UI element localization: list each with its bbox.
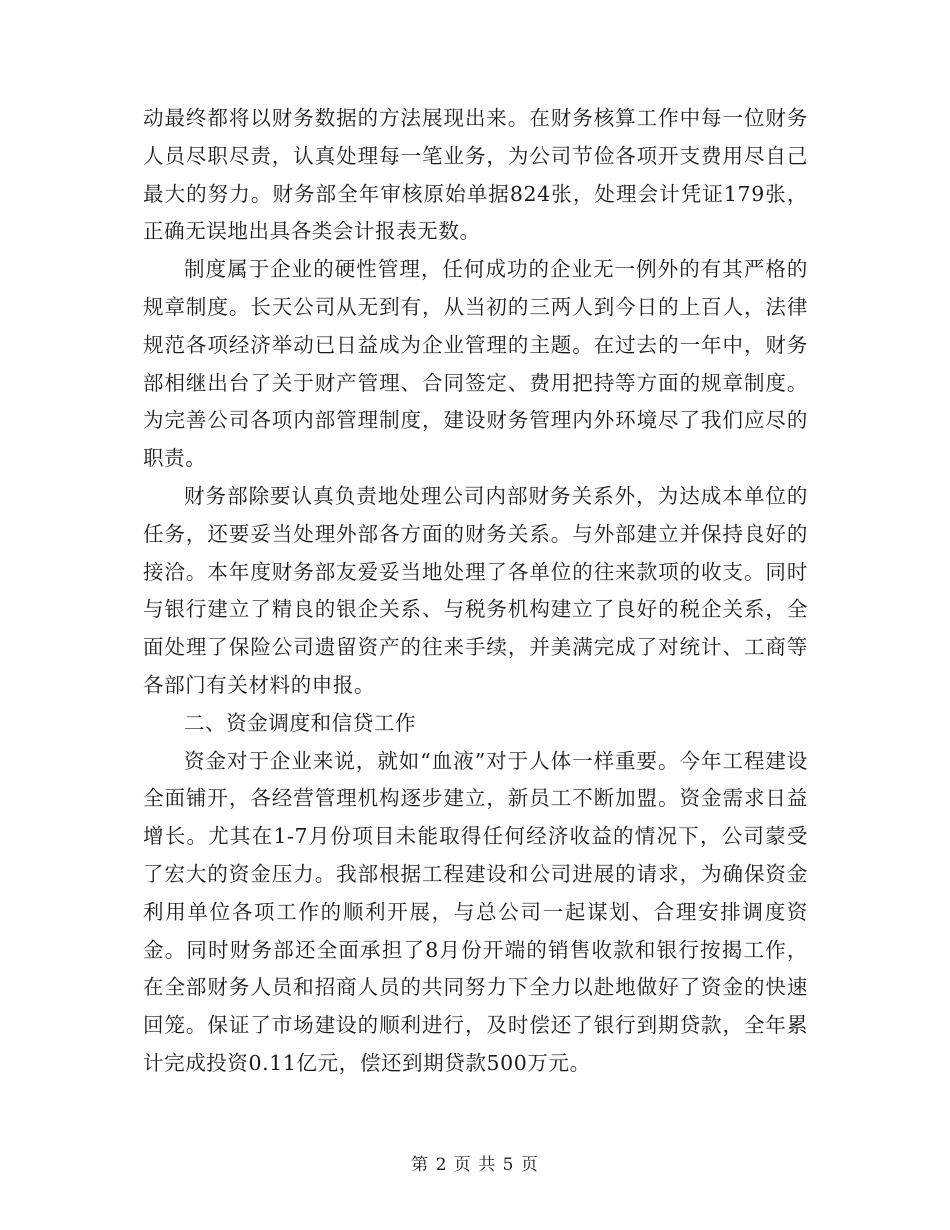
section-heading: 二、资金调度和信贷工作 <box>184 710 417 735</box>
page-number-footer: 第 2 页 共 5 页 <box>411 1155 539 1175</box>
document-body <box>143 100 808 1083</box>
paragraph-1: 动最终都将以财务数据的方法展现出来。在财务核算工作中每一位财务人员尽职尽责，认真处理每一笔业务，为公司节俭各项开支费用尽自己最大的努力。财务部全年审核原始单据824张，处理会计凭证179张，正确无误地出具各类会计报表无数。 <box>143 106 808 244</box>
paragraph-3: 财务部除要认真负责地处理公司内部财务关系外，为达成本单位的任务，还要妥当处理外部各方面的财务关系。与外部建立并保持良好的接洽。本年度财务部友爱妥当地处理了各单位的往来款项的收支。同时与银行建立了精良的银企关系、与税务机构建立了良好的税企关系，全面处理了保险公司遗留资产的往来手续，并美满完成了对统计、工商等各部门有关材料的申报。 <box>143 483 808 697</box>
paragraph-4: 资金对于企业来说，就如“血液”对于人体一样重要。今年工程建设全面铺开，各经营管理机构逐步建立，新员工不断加盟。资金需求日益增长。尤其在1-7月份项目未能取得任何经济收益的情况下，公司蒙受了宏大的资金压力。我部根据工程建设和公司进展的请求，为确保资金利用单位各项工作的顺利开展，与总公司一起谋划、合理安排调度资金。同时财务部还全面承担了8月份开端的销售收款和银行按揭工作，在全部财务人员和招商人员的共同努力下全力以赴地做好了资金的快速回笼。保证了市场建设的顺利进行，及时偿还了银行到期贷款，全年累计完成投资0.11亿元，偿还到期贷款500万元。 <box>143 748 808 1075</box>
paragraph-2: 制度属于企业的硬性管理，任何成功的企业无一例外的有其严格的规章制度。长天公司从无到有，从当初的三两人到今日的上百人，法律规范各项经济举动已日益成为企业管理的主题。在过去的一年中，财务部相继出台了关于财产管理、合同签定、费用把持等方面的规章制度。为完善公司各项内部管理制度，建设财务管理内外环境尽了我们应尽的职责。 <box>143 257 808 471</box>
